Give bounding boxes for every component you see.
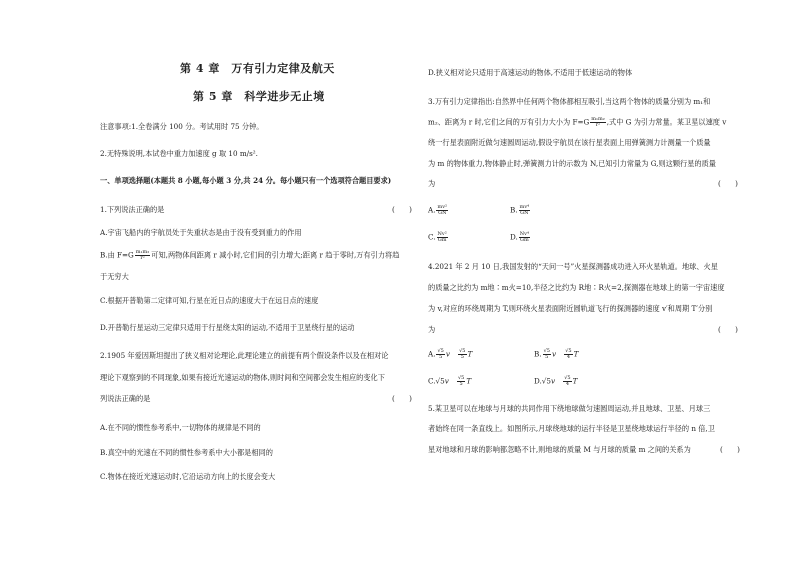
q1-b-frac-den: r² [140,255,145,261]
q3-a-den: GN [438,210,447,216]
q3-line2 [428,117,726,128]
q2-answer-paren: ( ) [392,394,412,403]
q4-option-d: D.√5v $\frac{√5}{4}$ T [534,375,578,387]
q2-line2: 理论下观察到的不同现象,如果有接近光速运动的物体,则时间和空间都会发生相应的变化下 [100,373,385,382]
q1-b-pre: B.由 F=G [100,250,134,260]
q3-l2-frac-num: m₁m₂ [591,116,605,122]
q3-l2-fraction [590,117,606,128]
q3-b-fraction [519,205,531,216]
section-heading: 一、单项选择题(本题共 8 小题,每小题 3 分,共 24 分。每小题只有一个选项符合题目要求) [100,176,392,185]
q3-l2-frac-den: r² [595,122,601,128]
q4-option-b: B. $\frac{√5}{5}$ v $\frac{√5}{4}$ T [534,348,579,360]
q1-option-d: D.开普勒行星运动三定律只适用于行星绕太阳的运动,不适用于卫星绕行星的运动 [100,323,355,332]
q1-option-b-line2: 于无穷大 [100,272,129,281]
q3-line4: 为 m 的物体重力,物体静止时,弹簧测力计的示数为 N,已知引力常量为 G,则这颗行星的质量 [428,159,716,168]
q3-line3: 绕一行星表面附近做匀速圆周运动,假设宇航员在该行星表面上用弹簧测力计测量一个质量 [428,138,711,147]
q1-option-b-line1 [100,250,399,261]
q3-l2-pre: m₂、距离为 r 时,它们之间的万有引力大小为 F=G [428,117,590,127]
q5-line2: 者始终在同一条直线上。如图所示,月球绕地球的运行半径是卫星绕地球运行半径的 n 倍,卫 [428,424,715,433]
q3-c-num: Nv² [437,231,447,237]
q3-d-num: Nv⁴ [519,231,530,237]
q3-option-a: A. $\frac{\text{mv²}}{GN}$ [428,204,448,216]
q3-c-fraction [437,232,448,243]
q3-c-den: Gm [437,237,447,243]
q3-b-den: GN [520,210,529,216]
q2-option-d: D.狭义相对论只适用于高速运动的物体,不适用于低速运动的物体 [428,68,633,77]
q3-answer-paren: ( ) [718,179,738,188]
q4-answer-paren: ( ) [718,325,738,334]
q3-l2-post: ,式中 G 为引力常量。某卫星以速度 v [606,117,727,127]
q3-option-c: C. $\frac{\text{Nv²}}{Gm}$ [428,231,447,243]
q3-a-fraction [436,205,448,216]
chapter-title-5: 第 5 章 科学进步无止境 [193,90,325,103]
q1-stem: 1.下列说法正确的是 [100,205,165,214]
q1-b-post: 可知,两物体间距离 r 减小时,它们间的引力增大;距离 r 趋于零时,万有引力将趋 [151,250,400,260]
note-2: 2.无特殊说明,本试卷中重力加速度 g 取 10 m/s². [100,149,258,158]
q5-answer-paren: ( ) [720,445,740,454]
q3-d-den: Gm [520,237,529,243]
q4-option-a: A. $\frac{√5}{5}$ v $\frac{√5}{5}$ T [428,348,473,360]
q3-line5: 为 [428,179,436,188]
q5-line1: 5.某卫星可以在地球与月球的共同作用下绕地球做匀速圆周运动,并且地球、卫星、月球三 [428,404,711,413]
note-1: 注意事项:1.全卷满分 100 分。考试用时 75 分钟。 [100,122,264,131]
q2-line1: 2.1905 年爱因斯坦提出了狭义相对论理论,此理论建立的前提有两个假设条件以及在相对论 [100,351,389,360]
q1-option-c: C.根据开普勒第二定律可知,行星在近日点的速度大于在远日点的速度 [100,296,319,305]
q3-line1: 3.万有引力定律指出:自然界中任何两个物体都相互吸引,当这两个物体的质量分别为 m₁和 [428,97,711,106]
q1-option-a: A.宇宙飞船内的宇航员处于失重状态是由于没有受到重力的作用 [100,228,302,237]
chapter-title-4: 第 4 章 万有引力定律及航天 [180,62,335,75]
q2-option-a: A.在不同的惯性参考系中,一切物体的规律是不同的 [100,423,261,432]
q2-option-b: B.真空中的光速在不同的惯性参考系中大小都是相同的 [100,448,273,457]
q1-answer-paren: ( ) [392,205,412,214]
q4-line1: 4.2021 年 2 月 10 日,我国发射的“天问一号”火星探测器成功进入环火星轨道。地球、火星 [428,262,718,271]
q2-option-c: C.物体在接近光速运动时,它沿运动方向上的长度会变大 [100,472,276,481]
q1-b-frac-num: m₁m₂ [135,249,150,255]
q2-line3: 列说法正确的是 [100,394,151,403]
q4-line3: 为 v,对应的环绕周期为 T,则环绕火星表面附近圆轨道飞行的探测器的速度 v′和周期 T′分别 [428,304,713,313]
q4-option-c: C.√5v $\frac{√5}{5}$ T [428,375,472,387]
q1-b-fraction [135,250,151,261]
q3-b-num: mv⁴ [519,204,530,210]
q4-line4: 为 [428,325,436,334]
q3-d-fraction [519,232,530,243]
q3-a-num: mv² [437,204,448,210]
q3-option-d: D. $\frac{\text{Nv⁴}}{Gm}$ [510,231,530,243]
q4-line2: 的质量之比约为 m地∶m火=10,半径之比约为 R地∶R火=2,探测器在地球上的第一宇宙速度 [428,283,725,292]
q3-option-b: B. $\frac{\text{mv⁴}}{GN}$ [510,204,530,216]
q5-line3: 星对地球和月球的影响都忽略不计,则地球的质量 M 与月球的质量 m 之间的关系为 [428,445,691,454]
